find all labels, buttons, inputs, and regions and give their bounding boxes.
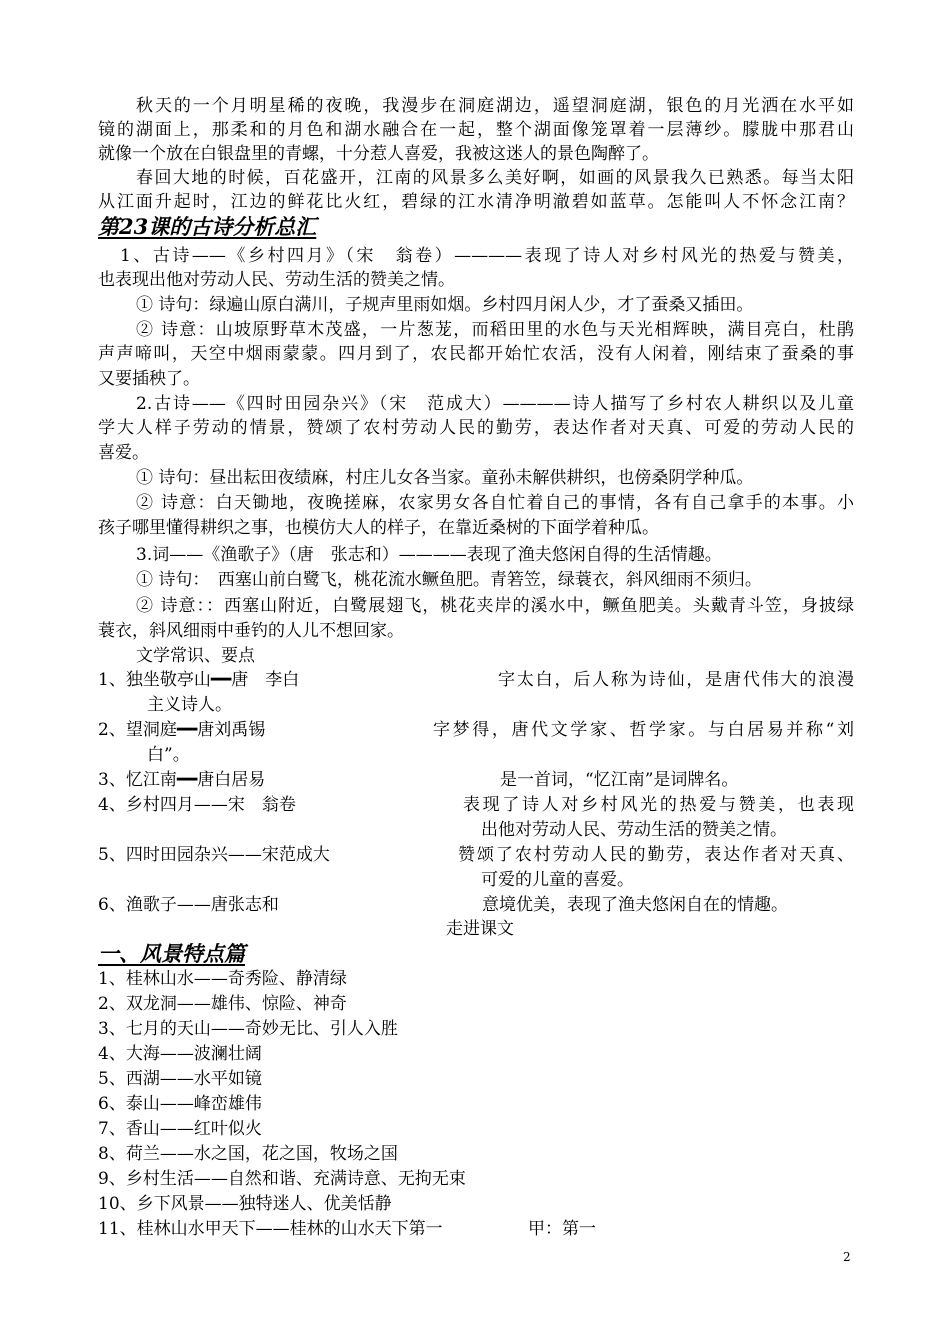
literature-item-note: 字太白，后人称为诗仙，是唐代伟大的浪漫 xyxy=(498,670,854,690)
list-item: 2、双龙洞——雄伟、惊险、神奇 xyxy=(98,994,347,1014)
list-item: 1、桂林山水——奇秀险、静清绿 xyxy=(98,969,347,989)
literature-item-note: 可爱的儿童的喜爱。 xyxy=(481,870,634,890)
poem-description: 喜爱。 xyxy=(98,443,149,463)
literature-item-title: 6、渔歌子——唐张志和 xyxy=(98,895,279,915)
poem-meaning: 蓑衣，斜风细雨中垂钓的人儿不想回家。 xyxy=(98,621,404,641)
list-item: 3、七月的天山——奇妙无比、引人入胜 xyxy=(98,1019,398,1039)
intro-line: 就像一个放在白银盘里的青螺，十分惹人喜爱，我被这迷人的景色陶醉了。 xyxy=(98,144,659,164)
list-item: 5、西湖——水平如镜 xyxy=(98,1069,262,1089)
page-number: 2 xyxy=(843,1250,851,1264)
poem-meaning: 孩子哪里懂得耕织之事，也模仿大人的样子，在靠近桑树的下面学着种瓜。 xyxy=(98,518,659,538)
poem-verse: ① 诗句： 西塞山前白鹭飞，桃花流水鳜鱼肥。青箬笠，绿蓑衣，斜风细雨不须归。 xyxy=(136,570,762,590)
poem-description: 1、古诗——《乡村四月》（宋 翁卷）————表现了诗人对乡村风光的热爱与赞美， xyxy=(120,246,854,266)
poem-meaning: 声声啼叫，天空中烟雨蒙蒙。四月到了，农民都开始忙农活，没有人闲着，刚结束了蚕桑的事 xyxy=(98,344,854,364)
literature-item-note: 主义诗人。 xyxy=(147,695,232,715)
literature-item-note: 出他对劳动人民、劳动生活的赞美之情。 xyxy=(481,820,787,840)
intro-line: 从江面升起时，江边的鲜花比火红，碧绿的江水清净明澈碧如蓝草。怎能叫人不怀念江南？ xyxy=(98,192,854,212)
poem-meaning: ② 诗意：白天锄地，夜晚搓麻，农家男女各自忙着自己的事情，各有自己拿手的本事。小 xyxy=(136,493,854,513)
poem-meaning: 又要插秧了。 xyxy=(98,369,200,389)
list-item: 10、乡下风景——独特迷人、优美恬静 xyxy=(98,1194,392,1214)
list-item: 6、泰山——峰峦雄伟 xyxy=(98,1094,262,1114)
literature-item-note: 字梦得，唐代文学家、哲学家。与白居易并称“刘 xyxy=(433,720,854,740)
literature-item-note: 白”。 xyxy=(147,745,190,765)
literature-item-title: 2、望洞庭━━唐刘禹锡 xyxy=(98,720,266,740)
intro-line: 秋天的一个月明星稀的夜晚，我漫步在洞庭湖边，遥望洞庭湖，银色的月光洒在水平如 xyxy=(136,96,854,116)
literature-item-title: 1、独坐敬亭山━━唐 李白 xyxy=(98,670,300,690)
list-item-note: 甲：第一 xyxy=(528,1219,596,1239)
poem-description: 3.词——《渔歌子》（唐 张志和）————表现了渔夫悠闲自得的生活情趣。 xyxy=(136,545,722,565)
list-item: 11、桂林山水甲天下——桂林的山水天下第一 xyxy=(98,1219,443,1239)
poem-meaning: ② 诗意：山坡原野草木茂盛，一片葱茏，而稻田里的水色与天光相辉映，满目亮白，杜鹃 xyxy=(136,320,854,340)
intro-line: 春回大地的时候，百花盛开，江南的风景多么美好啊，如画的风景我久已熟悉。每当太阳 xyxy=(136,168,854,188)
list-item: 4、大海——波澜壮阔 xyxy=(98,1044,262,1064)
poem-description: 2.古诗——《四时田园杂兴》（宋 范成大）————诗人描写了乡村农人耕织以及儿童 xyxy=(136,394,854,414)
section-footer: 走进课文 xyxy=(446,919,514,939)
poem-description: 也表现出他对劳动人民、劳动生活的赞美之情。 xyxy=(98,270,455,290)
list-item: 9、乡村生活——自然和谐、充满诗意、无拘无束 xyxy=(98,1169,466,1189)
literature-item-note: 意境优美，表现了渔夫悠闲自在的情趣。 xyxy=(482,895,788,915)
literature-item-title: 4、乡村四月——宋 翁卷 xyxy=(98,795,296,815)
poem-verse: ① 诗句：昼出耘田夜绩麻，村庄儿女各当家。童孙未解供耕织，也傍桑阴学种瓜。 xyxy=(136,468,754,488)
literature-item-note: 是一首词，“忆江南”是词牌名。 xyxy=(500,770,739,790)
list-item: 8、荷兰——水之国，花之国，牧场之国 xyxy=(98,1144,398,1164)
literature-item-note: 赞颂了农村劳动人民的勤劳，表达作者对天真、 xyxy=(458,845,854,865)
scenery-title: 一、风景特点篇 xyxy=(98,941,245,966)
list-item: 7、香山——红叶似火 xyxy=(98,1119,262,1139)
intro-line: 镜的湖面上，那柔和的月色和湖水融合在一起，整个湖面像笼罩着一层薄纱。朦胧中那君山 xyxy=(98,120,854,140)
poem-description: 学大人样子劳动的情景，赞颂了农村劳动人民的勤劳，表达作者对天真、可爱的劳动人民的 xyxy=(98,418,854,438)
literature-heading: 文学常识、要点 xyxy=(136,646,255,666)
literature-item-title: 3、忆江南━━唐白居易 xyxy=(98,770,266,790)
poem-meaning: ② 诗意：：西塞山附近，白鹭展翅飞，桃花夹岸的溪水中，鳜鱼肥美。头戴青斗笠，身披绿 xyxy=(136,596,854,616)
literature-item-title: 5、四时田园杂兴——宋范成大 xyxy=(98,845,330,865)
lesson-23-title: 第23课的古诗分析总汇 xyxy=(98,214,317,239)
poem-verse: ① 诗句：绿遍山原白满川，子规声里雨如烟。乡村四月闲人少，才了蚕桑又插田。 xyxy=(136,295,754,315)
literature-item-note: 表现了诗人对乡村风光的热爱与赞美，也表现 xyxy=(463,795,854,815)
